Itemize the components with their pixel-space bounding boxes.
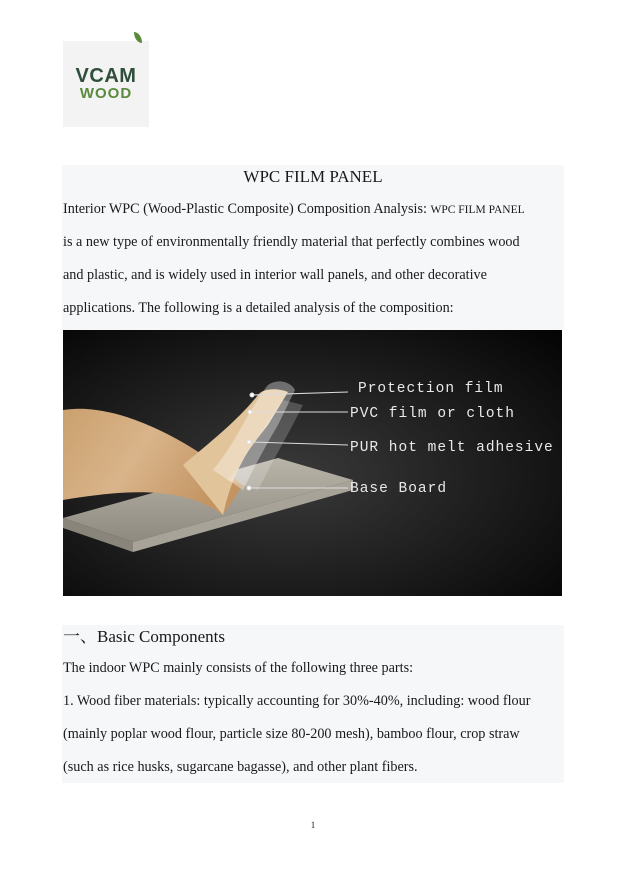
leader-dot-pur [247,440,251,444]
logo-text-wood: WOOD [79,85,133,102]
components-line-4: (such as rice husks, sugarcane bagasse), and other plant fibers. [63,759,418,775]
components-line-1: The indoor WPC mainly consists of the following three parts: [63,660,414,676]
company-logo [63,41,149,127]
document-title: WPC FILM PANEL [243,167,383,186]
product-name-inline: WPC FILM PANEL [430,204,525,216]
intro-line-1 [63,201,525,218]
intro-section [62,165,564,330]
intro-line-2: is a new type of environmentally friendly material that perfectly combines wood [63,234,520,250]
components-line-3: (mainly poplar wood flour, particle size 80-200 mesh), bamboo flour, crop straw [63,726,520,742]
label-base-board: Base Board [350,481,448,497]
label-pur-adhesive: PUR hot melt adhesive [350,440,554,456]
label-pvc-film: PVC film or cloth [350,406,515,422]
basic-components-section [62,625,564,783]
leader-dot-base [247,486,251,490]
intro-line-1-text: Interior WPC (Wood-Plastic Composite) Composition Analysis: [63,201,431,217]
intro-line-3: and plastic, and is widely used in interior wall panels, and other decorative [63,267,487,283]
leaf-icon [134,32,142,43]
components-line-2: 1. Wood fiber materials: typically accounting for 30%-40%, including: wood flour [63,693,531,709]
intro-line-4: applications. The following is a detailed analysis of the composition: [63,300,454,316]
page-number: 1 [310,820,316,830]
panel-layers-figure [63,330,562,596]
leader-dot-protection [250,393,254,397]
logo-text-vcam: VCAM [75,65,137,87]
section-heading: 一、Basic Components [63,627,225,646]
label-protection-film: Protection film [358,381,504,397]
leader-dot-pvc [248,410,252,414]
